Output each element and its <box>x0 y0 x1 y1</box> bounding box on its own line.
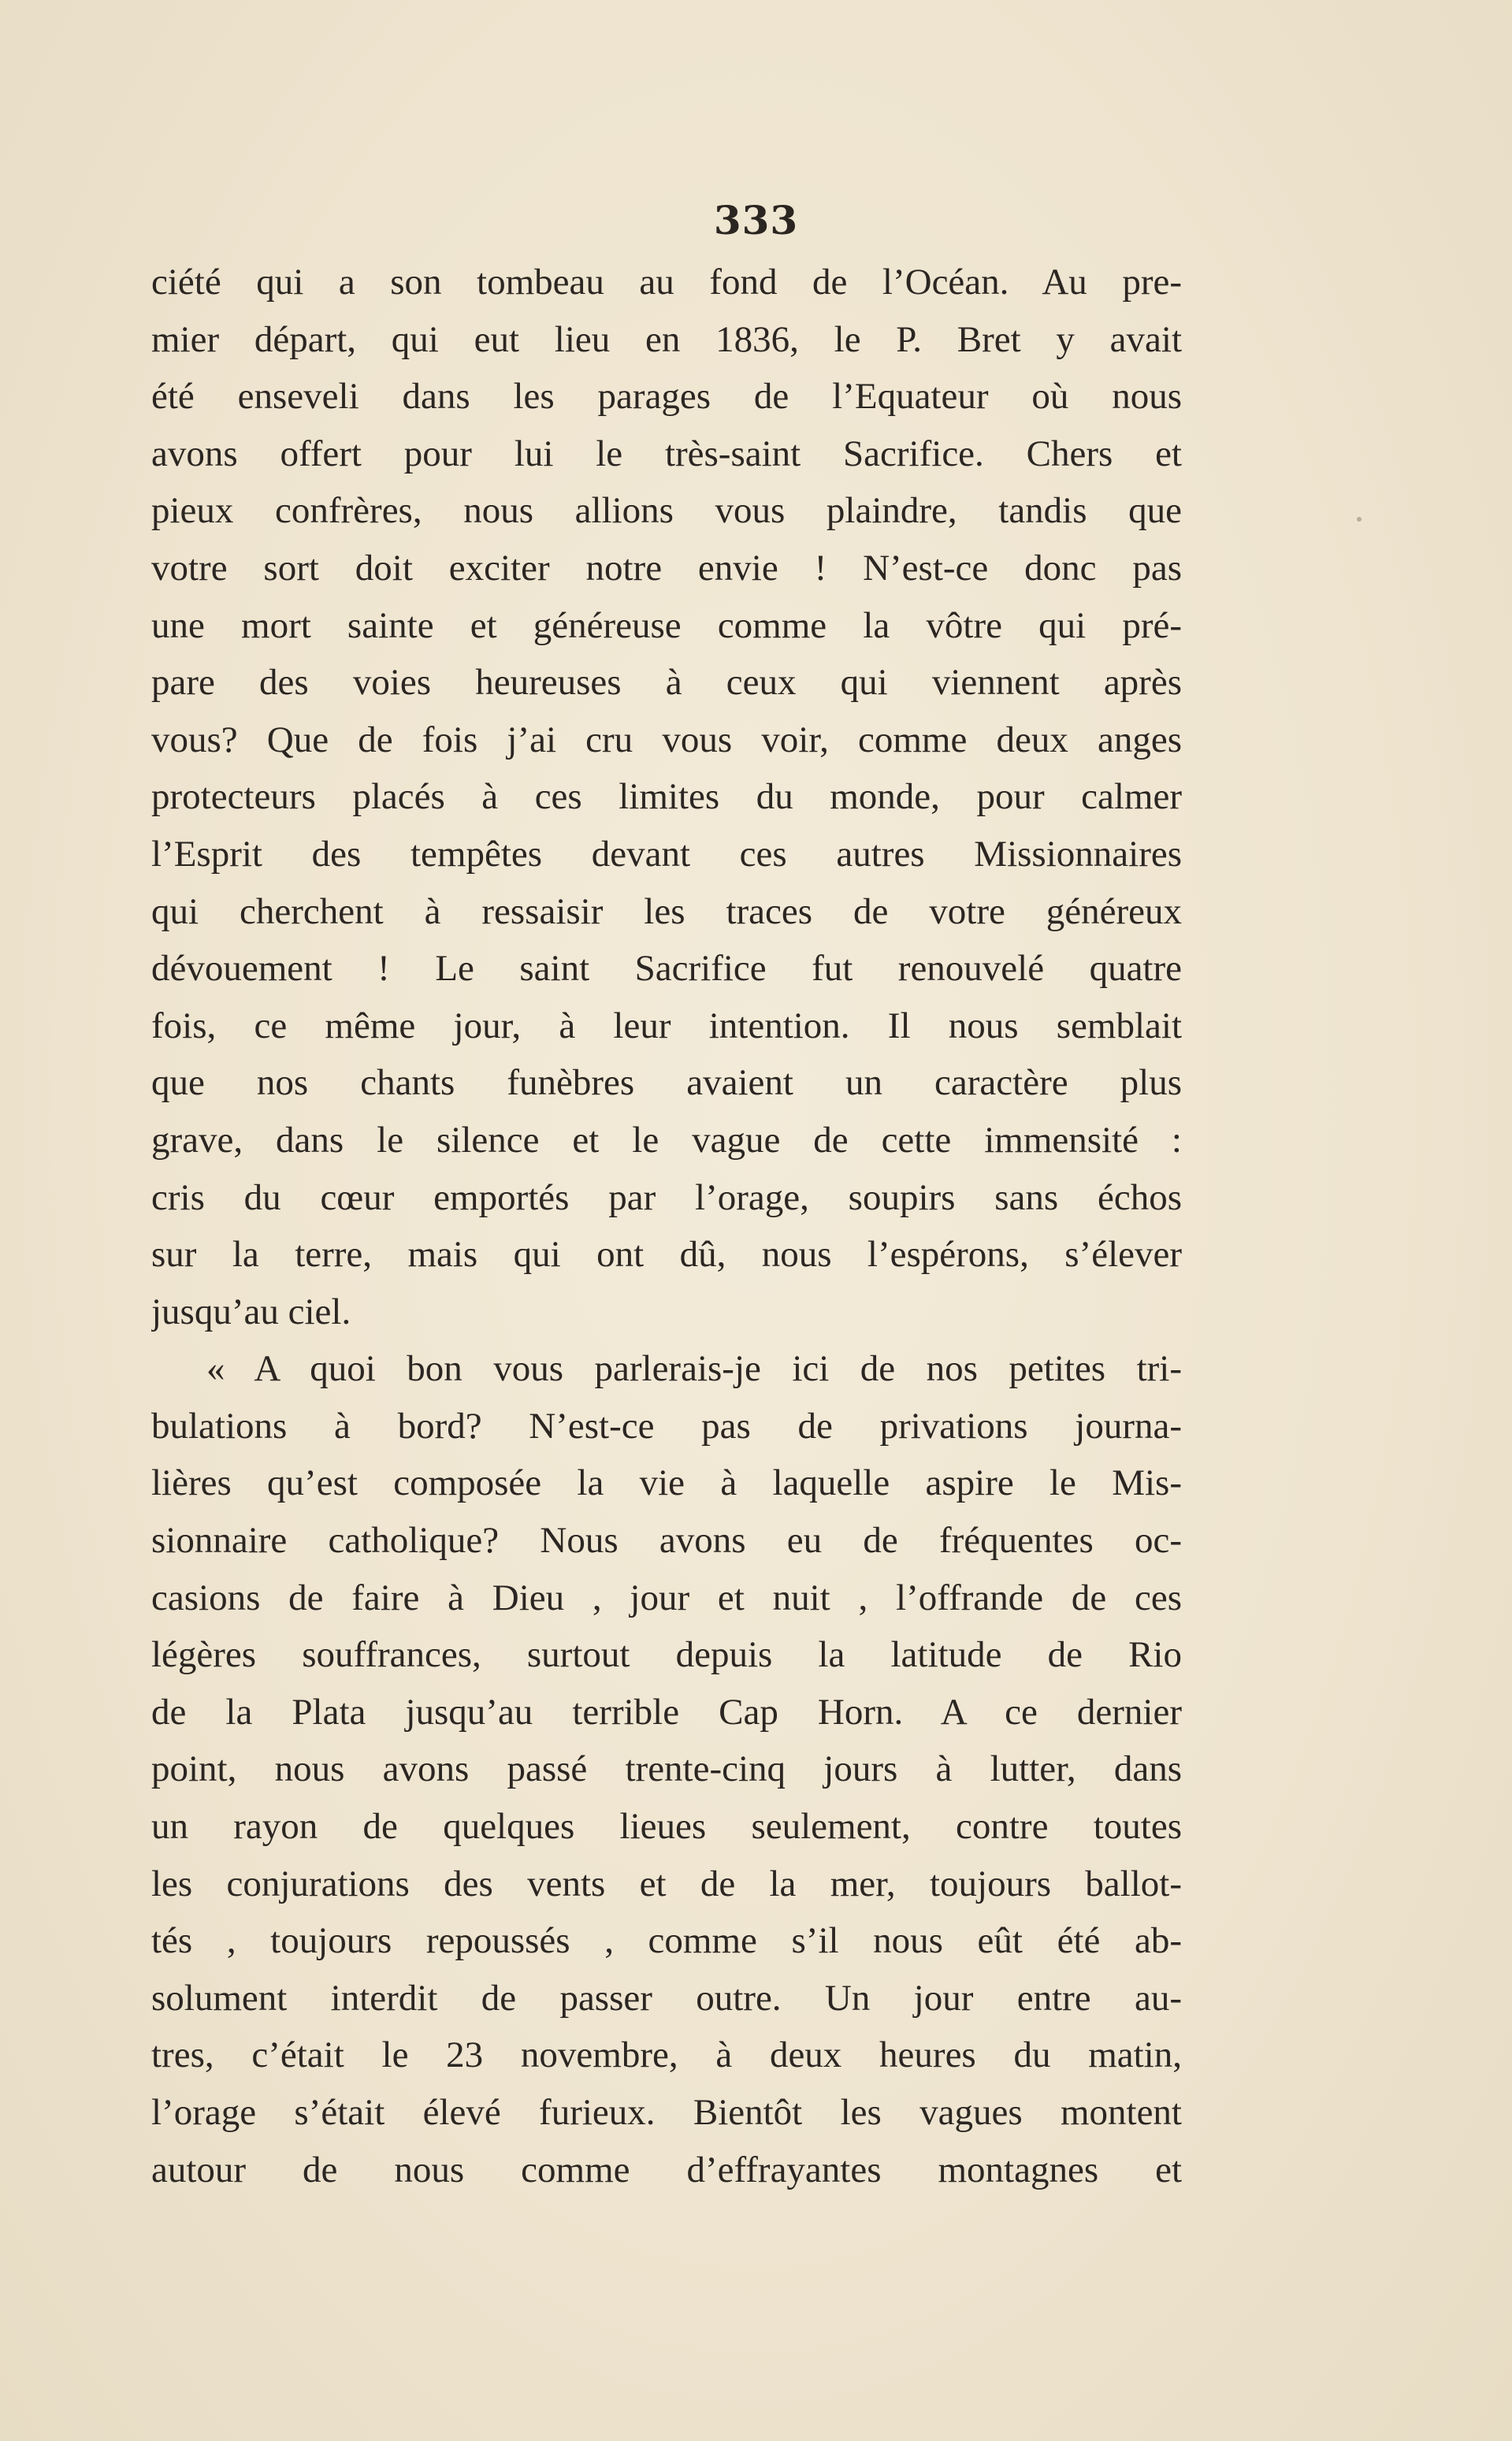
text-line: grave, dans le silence et le vague de cette immensité : <box>151 1119 1182 1161</box>
text-line: fois, ce même jour, à leur intention. Il nous semblait <box>151 1005 1182 1046</box>
paper-speck <box>1357 517 1362 522</box>
text-line: l’orage s’était élevé furieux. Bientôt les vagues montent <box>151 2092 1182 2133</box>
text-line: casions de faire à Dieu , jour et nuit , l’offrande de ces <box>151 1577 1182 1618</box>
text-line: les conjurations des vents et de la mer, toujours ballot- <box>151 1863 1182 1904</box>
text-line: une mort sainte et généreuse comme la vôtre qui pré- <box>151 604 1182 646</box>
paragraph-start-line: « A quoi bon vous parlerais-je ici de nos petites tri- <box>206 1348 1182 1390</box>
text-line: votre sort doit exciter notre envie ! N’est-ce donc pas <box>151 547 1182 589</box>
text-line: protecteurs placés à ces limites du monde, pour calmer <box>151 776 1182 818</box>
text-line: tés , toujours repoussés , comme s’il nous eût été ab- <box>151 1920 1182 1962</box>
text-line: autour de nous comme d’effrayantes montagnes et <box>151 2149 1182 2190</box>
text-line: été enseveli dans les parages de l’Equateur où nous <box>151 376 1182 418</box>
text-line: l’Esprit des tempêtes devant ces autres Missionnaires <box>151 833 1182 875</box>
paragraph-end-line: jusqu’au ciel. <box>151 1291 351 1332</box>
page-number: 333 <box>713 197 799 243</box>
text-line: légères souffrances, surtout depuis la latitude de Rio <box>151 1634 1182 1676</box>
text-line: bulations à bord? N’est-ce pas de privations journa- <box>151 1405 1182 1447</box>
text-line: lières qu’est composée la vie à laquelle aspire le Mis- <box>151 1462 1182 1504</box>
text-line: pare des voies heureuses à ceux qui viennent après <box>151 662 1182 704</box>
text-line: de la Plata jusqu’au terrible Cap Horn. A ce dernier <box>151 1691 1182 1733</box>
text-line: qui cherchent à ressaisir les traces de votre généreux <box>151 890 1182 932</box>
text-line: solument interdit de passer outre. Un jour entre au- <box>151 1977 1182 2019</box>
text-line: un rayon de quelques lieues seulement, contre toutes <box>151 1806 1182 1848</box>
body-text <box>151 254 1182 2198</box>
text-line: ciété qui a son tombeau au fond de l’Océan. Au pre- <box>151 262 1182 303</box>
text-line: vous? Que de fois j’ai cru vous voir, comme deux anges <box>151 719 1182 760</box>
text-line: tres, c’était le 23 novembre, à deux heures du matin, <box>151 2034 1182 2076</box>
text-line: que nos chants funèbres avaient un caractère plus <box>151 1062 1182 1104</box>
text-line: mier départ, qui eut lieu en 1836, le P. Bret y avait <box>151 318 1182 360</box>
text-line: point, nous avons passé trente-cinq jours à lutter, dans <box>151 1748 1182 1790</box>
text-line: cris du cœur emportés par l’orage, soupirs sans échos <box>151 1176 1182 1218</box>
text-line: sur la terre, mais qui ont dû, nous l’espérons, s’élever <box>151 1234 1182 1276</box>
text-line: pieux confrères, nous allions vous plaindre, tandis que <box>151 490 1182 532</box>
text-line: avons offert pour lui le très-saint Sacrifice. Chers et <box>151 433 1182 474</box>
text-line: sionnaire catholique? Nous avons eu de fréquentes oc- <box>151 1520 1182 1562</box>
text-line: dévouement ! Le saint Sacrifice fut renouvelé quatre <box>151 948 1182 990</box>
